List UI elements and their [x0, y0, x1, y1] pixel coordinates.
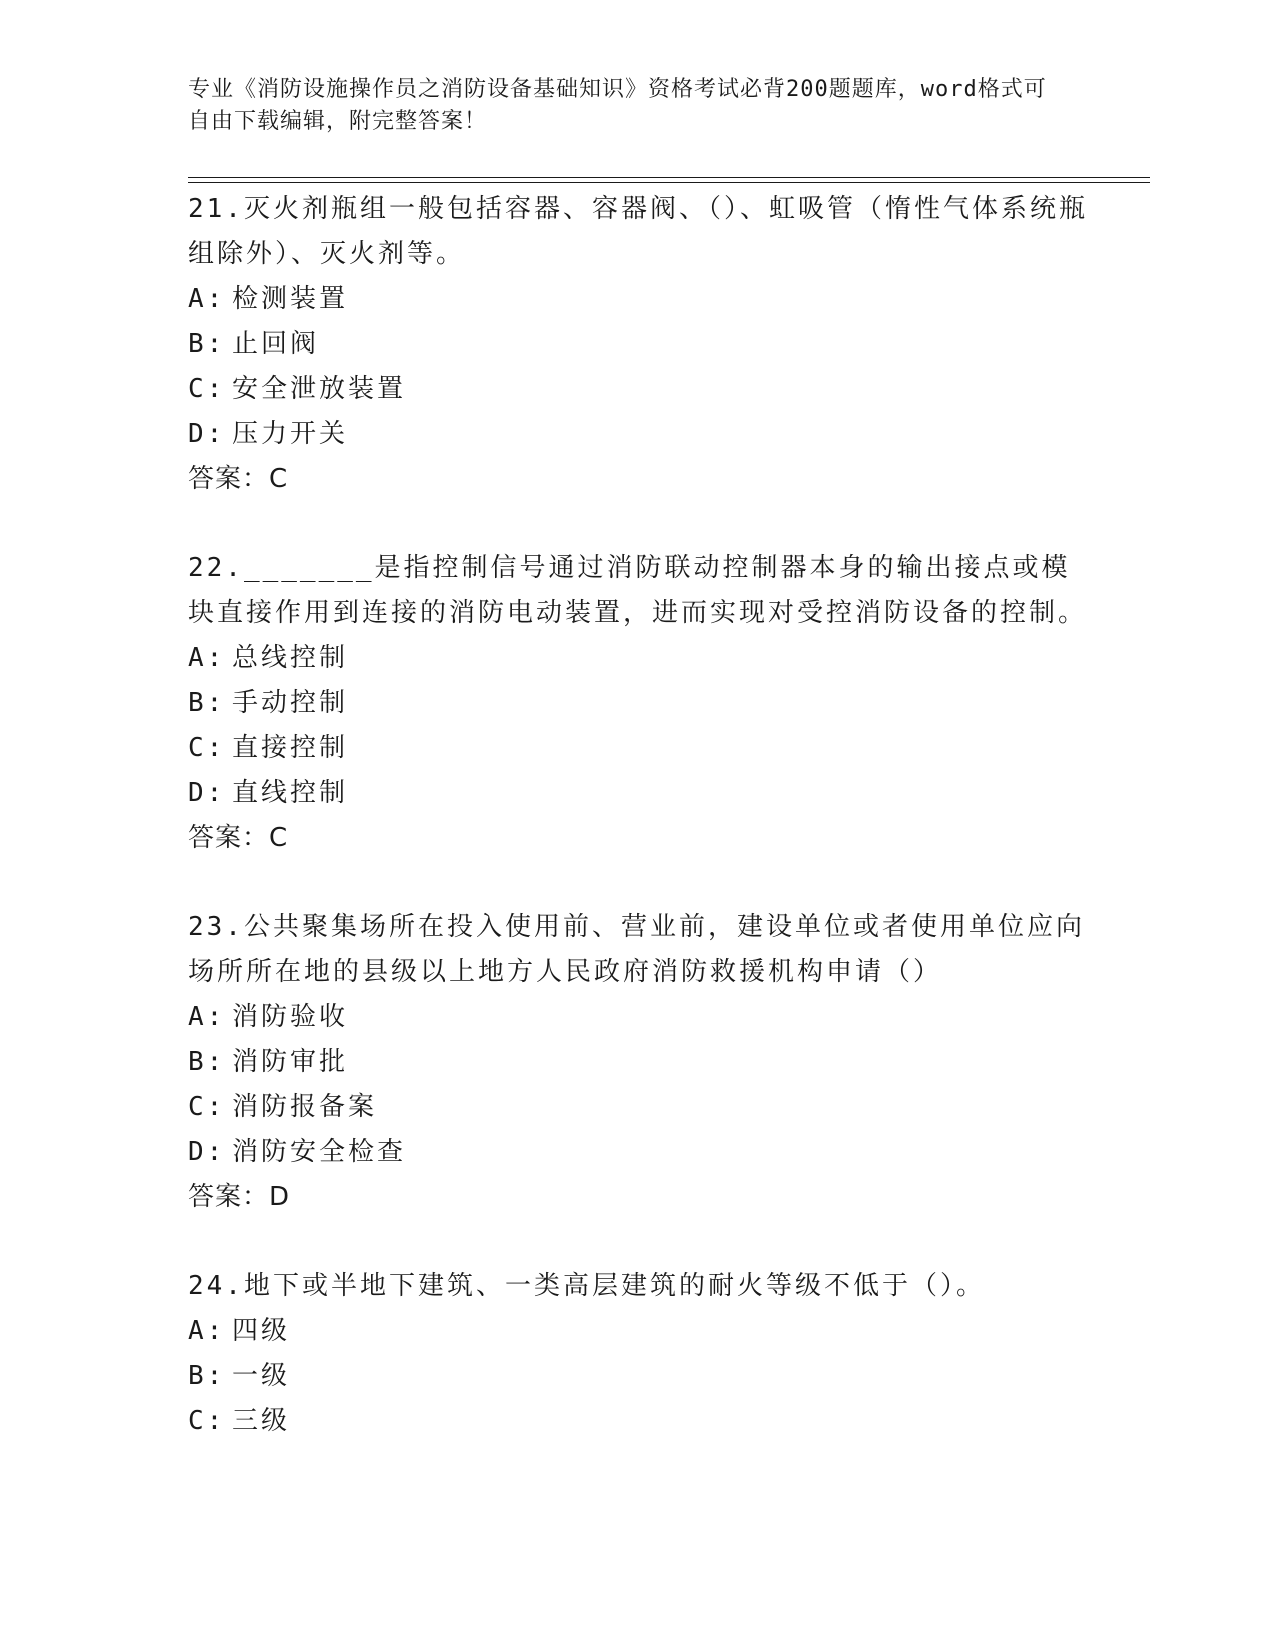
option-text: 直接控制: [232, 733, 349, 763]
option-letter: D:: [188, 419, 226, 449]
option-letter: D:: [188, 1137, 226, 1167]
option-letter: A:: [188, 1316, 226, 1346]
option-b: [188, 681, 1088, 726]
option-letter: B:: [188, 1361, 226, 1391]
option-d: [188, 1130, 1088, 1175]
question-22: [188, 546, 1088, 861]
header-divider-top: [188, 177, 1150, 178]
option-text: 四级: [232, 1316, 291, 1346]
answer-line: 答案：C: [188, 823, 289, 853]
answer-line: 答案：C: [188, 464, 289, 494]
option-letter: C:: [188, 733, 226, 763]
answer-line: 答案：D: [188, 1182, 291, 1212]
option-letter: B:: [188, 1047, 226, 1077]
option-text: 消防验收: [232, 1002, 349, 1032]
question-23: [188, 905, 1088, 1220]
option-b: [188, 1040, 1088, 1085]
option-a: [188, 636, 1088, 681]
question-stem: 23.公共聚集场所在投入使用前、营业前，建设单位或者使用单位应向场所所在地的县级以上地方人民政府消防救援机构申请（）: [188, 912, 1085, 987]
question-24: [188, 1264, 1088, 1444]
question-21: [188, 187, 1088, 502]
option-a: [188, 995, 1088, 1040]
option-text: 手动控制: [232, 688, 349, 718]
option-b: [188, 1354, 1088, 1399]
option-letter: A:: [188, 284, 226, 314]
option-text: 止回阀: [232, 329, 320, 359]
option-d: [188, 412, 1088, 457]
option-c: [188, 1085, 1088, 1130]
option-text: 消防审批: [232, 1047, 349, 1077]
document-header: 专业《消防设施操作员之消防设备基础知识》资格考试必背200题题库，word格式可自由下载编辑，附完整答案！: [188, 77, 1047, 134]
option-text: 消防安全检查: [232, 1137, 407, 1167]
option-letter: B:: [188, 329, 226, 359]
option-text: 消防报备案: [232, 1092, 378, 1122]
question-stem: 24.地下或半地下建筑、一类高层建筑的耐火等级不低于（）。: [188, 1271, 985, 1301]
option-letter: C:: [188, 1092, 226, 1122]
header-divider-bottom: [188, 182, 1150, 183]
option-letter: C:: [188, 1406, 226, 1436]
option-letter: A:: [188, 1002, 226, 1032]
question-list: [188, 187, 1088, 1488]
option-letter: D:: [188, 778, 226, 808]
option-letter: B:: [188, 688, 226, 718]
question-stem: 22._______是指控制信号通过消防联动控制器本身的输出接点或模块直接作用到连接的消防电动装置，进而实现对受控消防设备的控制。: [188, 553, 1088, 628]
option-c: [188, 726, 1088, 771]
option-letter: C:: [188, 374, 226, 404]
option-letter: A:: [188, 643, 226, 673]
option-text: 压力开关: [232, 419, 349, 449]
option-text: 总线控制: [232, 643, 349, 673]
option-a: [188, 1309, 1088, 1354]
option-text: 安全泄放装置: [232, 374, 407, 404]
option-b: [188, 322, 1088, 367]
option-c: [188, 1399, 1088, 1444]
option-d: [188, 771, 1088, 816]
question-stem: 21.灭火剂瓶组一般包括容器、容器阀、（）、虹吸管（惰性气体系统瓶组除外）、灭火剂等。: [188, 194, 1088, 269]
option-text: 检测装置: [232, 284, 349, 314]
option-text: 直线控制: [232, 778, 349, 808]
option-text: 三级: [232, 1406, 291, 1436]
option-a: [188, 277, 1088, 322]
option-c: [188, 367, 1088, 412]
option-text: 一级: [232, 1361, 291, 1391]
